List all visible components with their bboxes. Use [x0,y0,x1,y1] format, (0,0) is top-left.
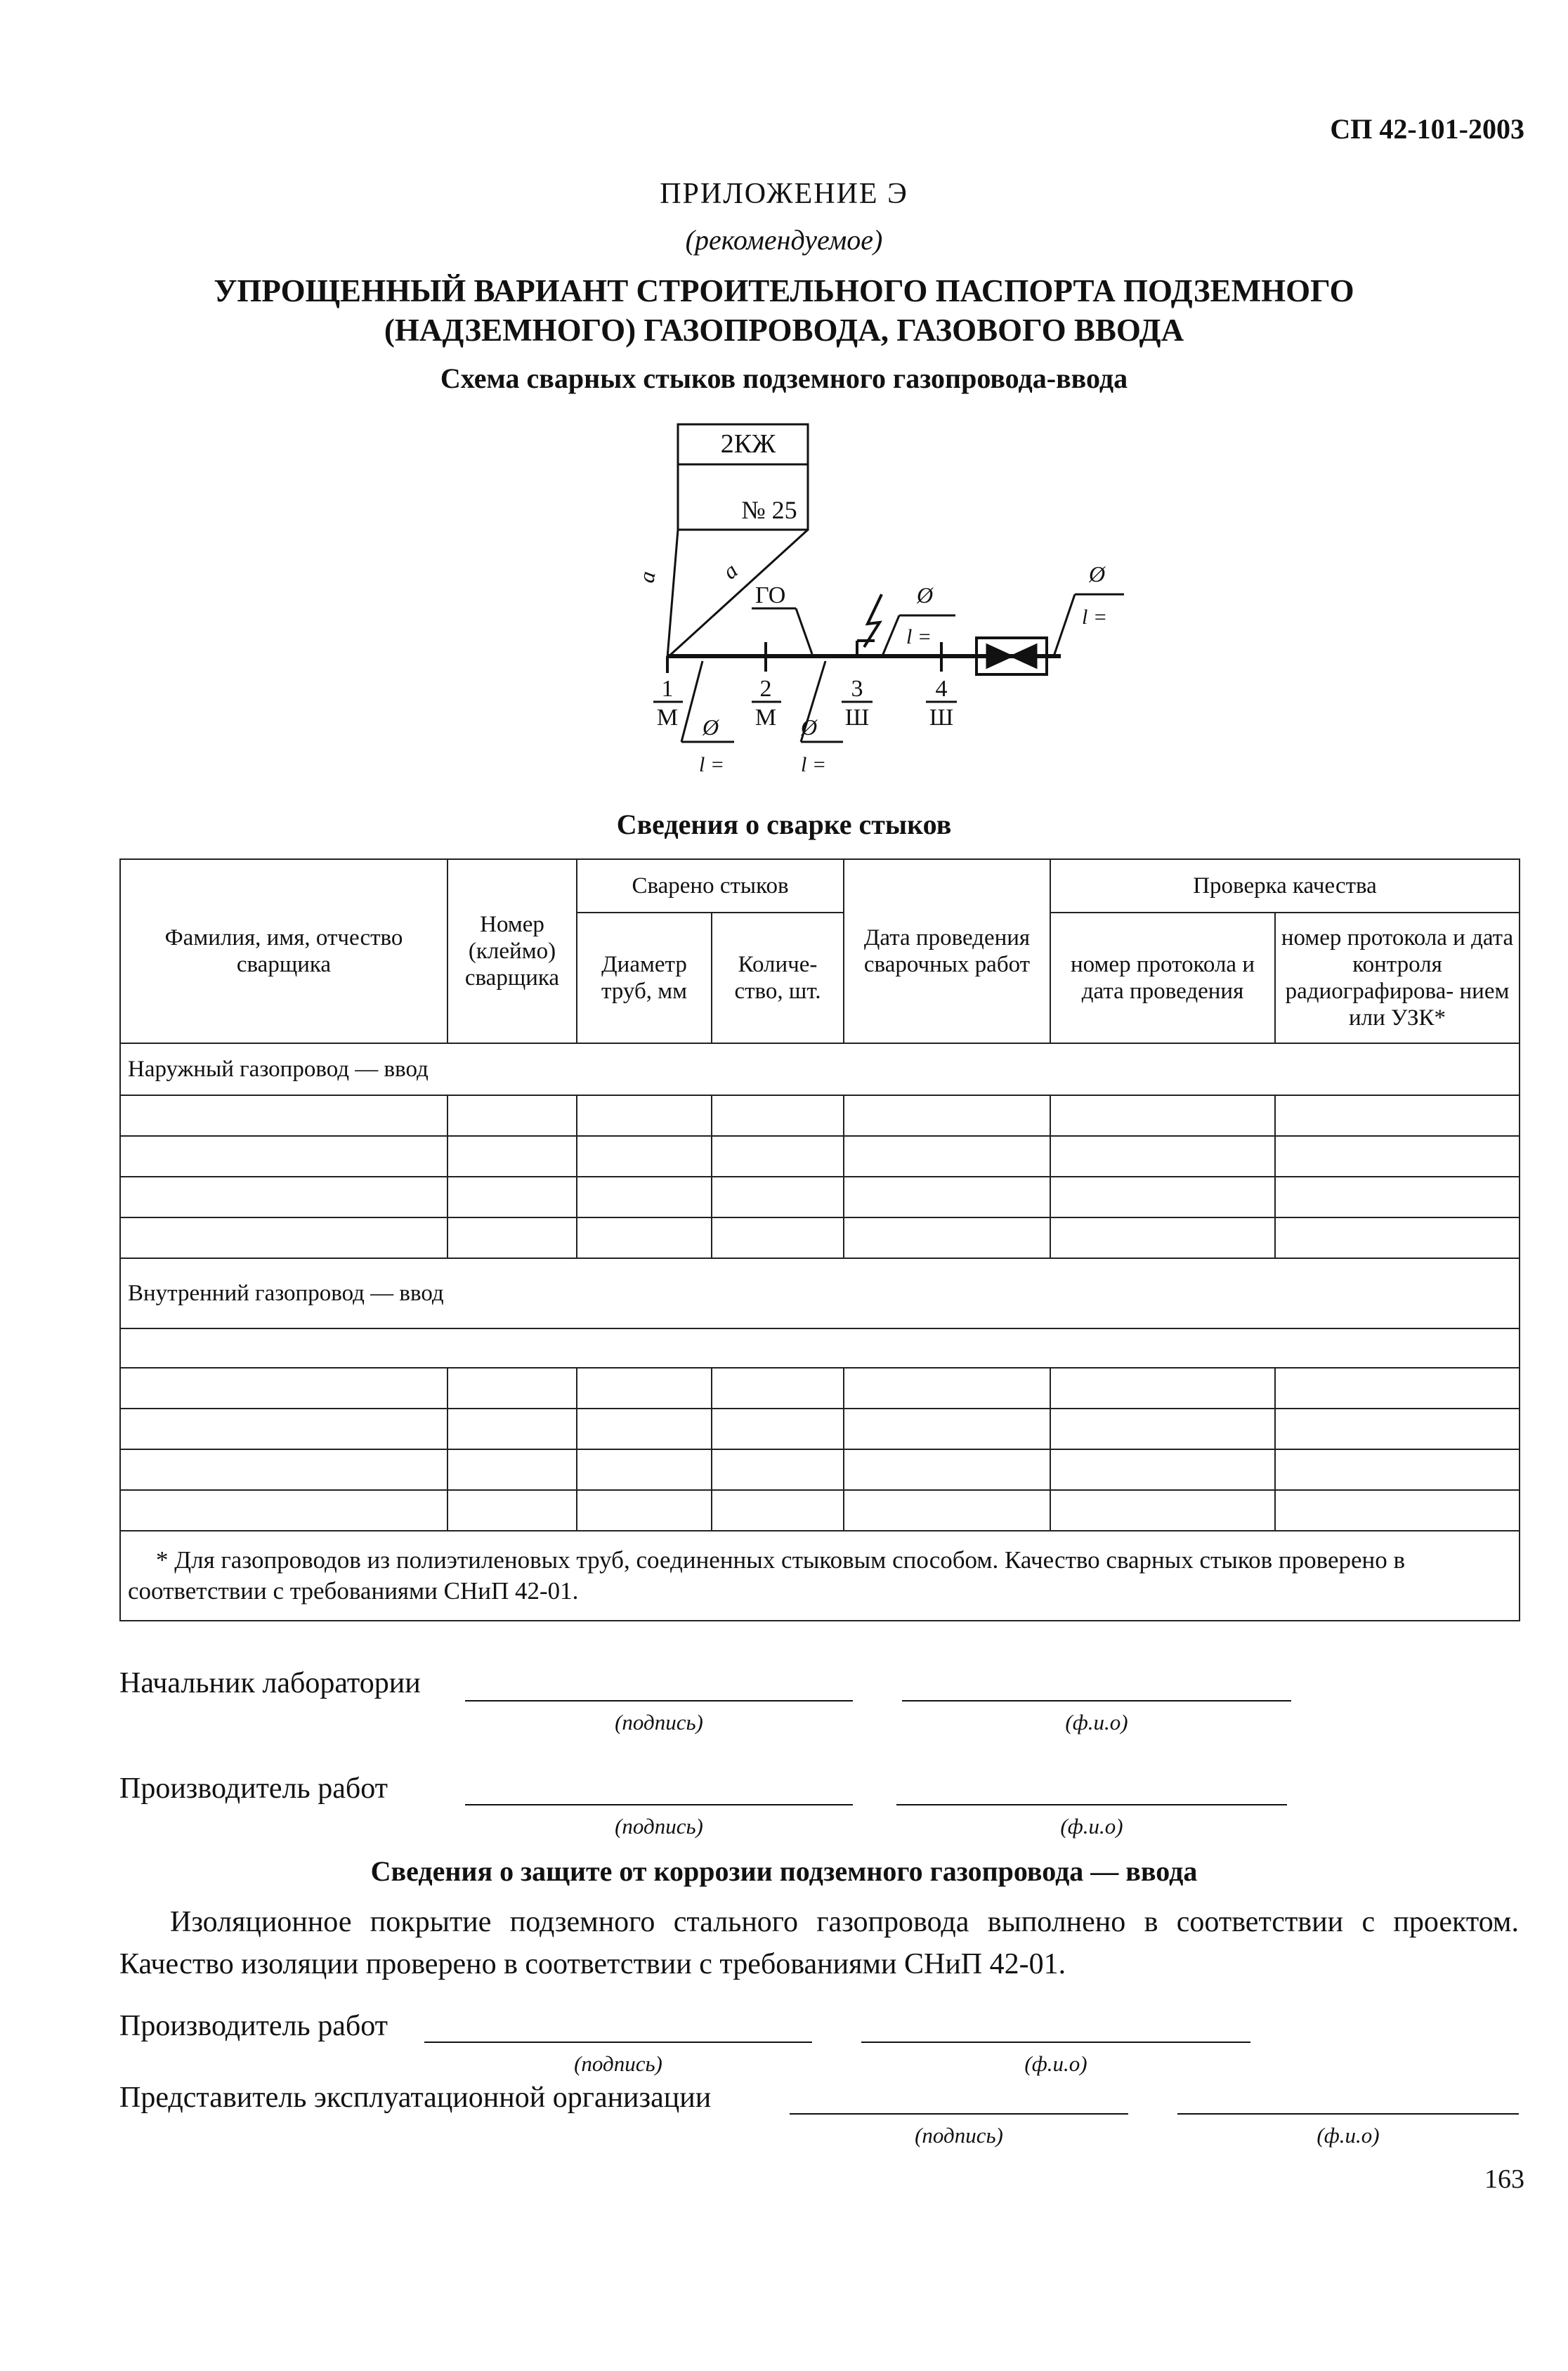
a-label-left: a [633,569,660,585]
lab-head-label: Начальник лаборатории [119,1667,421,1699]
callout-length-2: l = [801,753,827,776]
signature-caption: (подпись) [915,2123,1003,2148]
table-row [120,1368,1520,1409]
table-row [120,1449,1520,1490]
header-date: Дата проведения сварочных работ [844,859,1050,1043]
lab-head-signature-line[interactable] [465,1700,853,1701]
operator-rep-name-line[interactable] [1177,2113,1519,2115]
corrosion-works-manager-label: Производитель работ [119,2010,388,2042]
signature-caption: (подпись) [574,2051,662,2076]
corrosion-works-manager-name-line[interactable] [861,2042,1250,2043]
callout-diameter-2: Ø [801,714,818,740]
callout-diameter-4: Ø [1089,561,1106,587]
scheme-title: Схема сварных стыков подземного газопровода-ввода [440,362,1128,394]
callout-length-1: l = [699,753,725,776]
joint-type-4: Ш [929,705,954,731]
table-row [120,1217,1520,1258]
header-welded: Сварено стыков [577,859,844,913]
table-row [120,1490,1520,1531]
a-label-right: a [717,557,743,584]
building-number: № 25 [741,496,797,524]
callout-diameter-3: Ø [917,582,934,608]
document-code: СП 42-101-2003 [1330,113,1524,145]
section-outer: Наружный газопровод — ввод [120,1043,1520,1095]
header-count: Количе- ство, шт. [712,913,844,1043]
header-welder-number: Номер (клеймо) сварщика [447,859,577,1043]
weld-table [119,858,1520,1621]
signature-caption: (подпись) [615,1710,703,1735]
joint-number-3: 3 [851,676,863,702]
name-caption: (ф.и.о) [1065,1710,1128,1735]
operator-rep-signature-line[interactable] [790,2113,1128,2115]
works-manager-signature-line[interactable] [465,1804,853,1805]
callout-diameter-1: Ø [703,714,719,740]
weld-table-title: Сведения о сварке стыков [616,809,952,840]
building-label: 2КЖ [720,429,776,459]
table-row [120,1328,1520,1368]
works-manager-label: Производитель работ [119,1772,388,1805]
table-footnote: * Для газопроводов из полиэтиленовых труб, соединенных стыковым способом. Качество сварных стыков проверено в соответствии с требованиями СНиП 42-01. [120,1531,1520,1621]
joint-number-2: 2 [759,676,772,702]
joint-number-4: 4 [935,676,948,702]
corrosion-works-manager-signature-line[interactable] [424,2042,812,2043]
joint-type-1: М [656,705,679,731]
works-manager-name-line[interactable] [896,1804,1287,1805]
callout-length-4: l = [1082,606,1108,629]
go-label: ГО [755,582,786,608]
weld-scheme-diagram [632,419,1124,798]
header-protocol: номер протокола и дата проведения [1050,913,1275,1043]
insulating-joint-icon [864,594,882,647]
callout-length-3: l = [906,625,932,648]
header-radiography: номер протокола и дата контроля радиографирова- нием или УЗК* [1275,913,1520,1043]
table-row [120,1095,1520,1136]
name-caption: (ф.и.о) [1060,1814,1123,1838]
appendix-subtitle: (рекомендуемое) [685,224,883,256]
joint-type-3: Ш [844,705,870,731]
corrosion-text: Изоляционное покрытие подземного стального газопровода выполнено в соответствии с проектом. Качество изоляции проверено в соответствии с требованиями СНиП 42-01. [119,1906,1519,1980]
page-number: 163 [1484,2164,1524,2194]
appendix-title: ПРИЛОЖЕНИЕ Э [660,178,908,210]
signature-caption: (подпись) [615,1814,703,1838]
table-row [120,1177,1520,1217]
header-quality: Проверка качества [1050,859,1520,913]
lab-head-name-line[interactable] [902,1700,1291,1701]
header-diameter: Диаметр труб, мм [577,913,712,1043]
table-row [120,1409,1520,1449]
operator-rep-label: Представитель эксплуатационной организации [119,2082,712,2114]
name-caption: (ф.и.о) [1317,2123,1380,2148]
table-row [120,1136,1520,1177]
joint-type-2: М [754,705,777,731]
corrosion-title: Сведения о защите от коррозии подземного газопровода — ввода [370,1855,1198,1887]
section-inner: Внутренний газопровод — ввод [120,1258,1520,1328]
header-welder-name: Фамилия, имя, отчество сварщика [120,859,447,1043]
joint-number-1: 1 [661,676,674,702]
name-caption: (ф.и.о) [1024,2051,1087,2076]
main-title: УПРОЩЕННЫЙ ВАРИАНТ СТРОИТЕЛЬНОГО ПАСПОРТА ПОДЗЕМНОГО (НАДЗЕМНОГО) ГАЗОПРОВОДА, ГАЗОВОГО ВВОДА [214,273,1354,348]
